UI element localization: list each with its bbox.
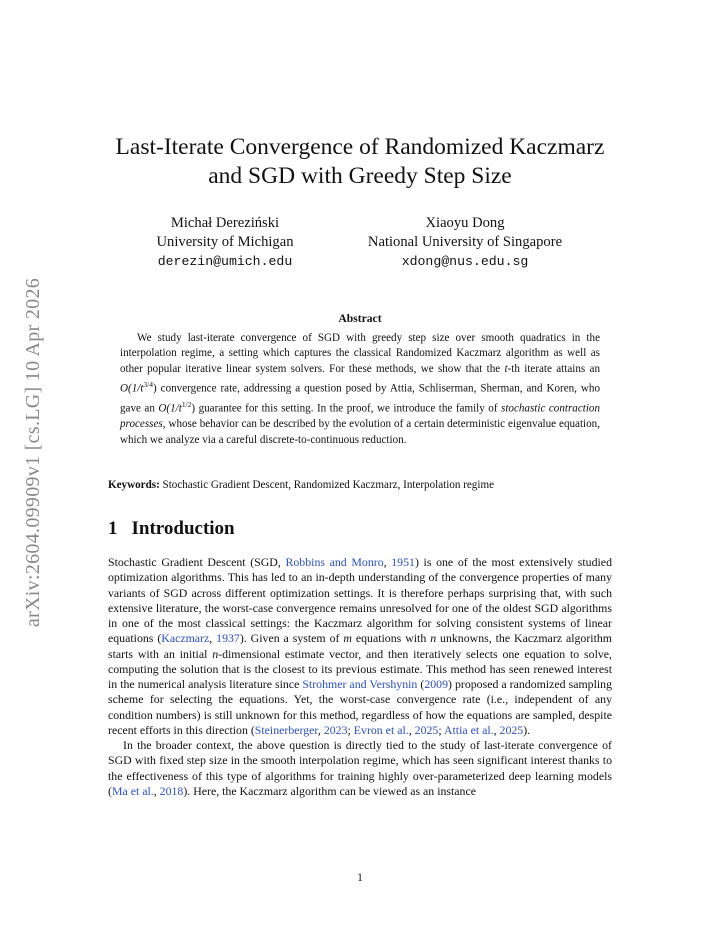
citation-link[interactable]: Attia et al. [443,722,494,737]
citation-link[interactable]: Strohmer and Vershynin [302,677,418,691]
author-email[interactable]: derezin@umich.edu [157,254,293,269]
title-line-2: and SGD with Greedy Step Size [208,163,512,189]
citation-link[interactable]: 1937 [216,631,240,646]
section-title: Introduction [131,518,235,539]
author-1 [130,214,320,271]
paragraph-2: In the broader context, the above question is directly tied to the study of last-iterate convergence of SGD with fixed step size in the smooth interpolation regime, which has seen significant interest thanks to the effectiveness of this type of algorithms for training highly over-parameterized deep learning models (Ma et al., 2018). Here, the Kaczmarz algorithm can be viewed as an instance [108,738,612,798]
abstract-heading: Abstract [338,312,382,325]
body-text [108,555,612,799]
citation-link[interactable]: Steinerberger [254,722,318,737]
citation-link[interactable]: Ma et al. [111,783,154,798]
keywords-label: Keywords: [108,479,160,491]
citation-link[interactable]: 2023 [323,722,348,737]
page-number: 1 [357,872,363,884]
title-line-1: Last-Iterate Convergence of Randomized Kaczmarz [115,134,605,160]
author-email[interactable]: xdong@nus.edu.sg [401,254,529,269]
citation-link[interactable]: Evron et al. [353,722,409,737]
author-affiliation: National University of Singapore [367,234,563,250]
citation-link[interactable]: Kaczmarz [161,631,210,646]
citation-link[interactable]: Robbins and Monro [285,555,384,569]
author-2 [345,214,585,271]
citation-link[interactable]: 2018 [159,783,184,798]
section-number: 1 [108,518,118,539]
author-affiliation: University of Michigan [156,234,294,250]
citation-link[interactable]: 2025 [499,722,524,737]
author-name: Xiaoyu Dong [425,215,505,231]
citation-link[interactable]: 2025 [414,722,439,737]
section-heading [108,518,235,540]
arxiv-identifier: arXiv:2604.09909v1 [cs.LG] 10 Apr 2026 [22,277,45,627]
citation-link[interactable]: 1951 [391,555,415,569]
paragraph-1: Stochastic Gradient Descent (SGD, Robbins and Monro, 1951) is one of the most extensively studied optimization algorithms. This has led to an in-depth understanding of the convergence properties of many variants of SGD across different optimization settings. It is therefore perhaps surprising that, with such extensive literature, the worst-case convergence remains unresolved for one of the oldest SGD algorithms in one of the most classical settings: the Kaczmarz algorithm for solving consistent systems of linear equations (Kaczmarz, 1937). Given a system of m equations with n unknowns, the Kaczmarz algorithm starts with an initial n-dimensional estimate vector, and then iteratively selects one equation to solve, computing the solution that is the closest to its previous estimate. This method has seen renewed interest in the numerical analysis literature since Strohmer and Vershynin (2009) proposed a randomized sampling scheme for selecting the equations. Yet, the worst-case convergence rate (i.e., independent of any condition numbers) is still unknown for this method, regardless of how the equations are sampled, despite recent efforts in this direction (Steinerberger, 2023; Evron et al., 2025; Attia et al., 2025). [108,555,613,737]
keywords [108,478,613,493]
abstract-body: We study last-iterate convergence of SGD with greedy step size over smooth quadratics in the interpolation regime, a setting which captures the classical Randomized Kaczmarz algorithm as well as other popular iterative linear system solvers. For these methods, we show that the t-th iterate attains an $O(1/t^{3/4})$ convergence rate, addressing a question posed by Attia, Schliserman, Sherman, and Koren, who gave an $O(1/t^{1/2})$ guarantee for this setting. In the proof, we introduce the family of stochastic contraction processes, whose behavior can be described by the evolution of a certain deterministic eigenvalue equation, which we analyze via a careful discrete-to-continuous reduction. [120,332,600,446]
citation-link[interactable]: 2009 [424,677,449,691]
paper-title [0,133,720,191]
author-name: Michał Dereziński [170,215,280,231]
keywords-text: Stochastic Gradient Descent, Randomized Kaczmarz, Interpolation regime [159,479,494,491]
